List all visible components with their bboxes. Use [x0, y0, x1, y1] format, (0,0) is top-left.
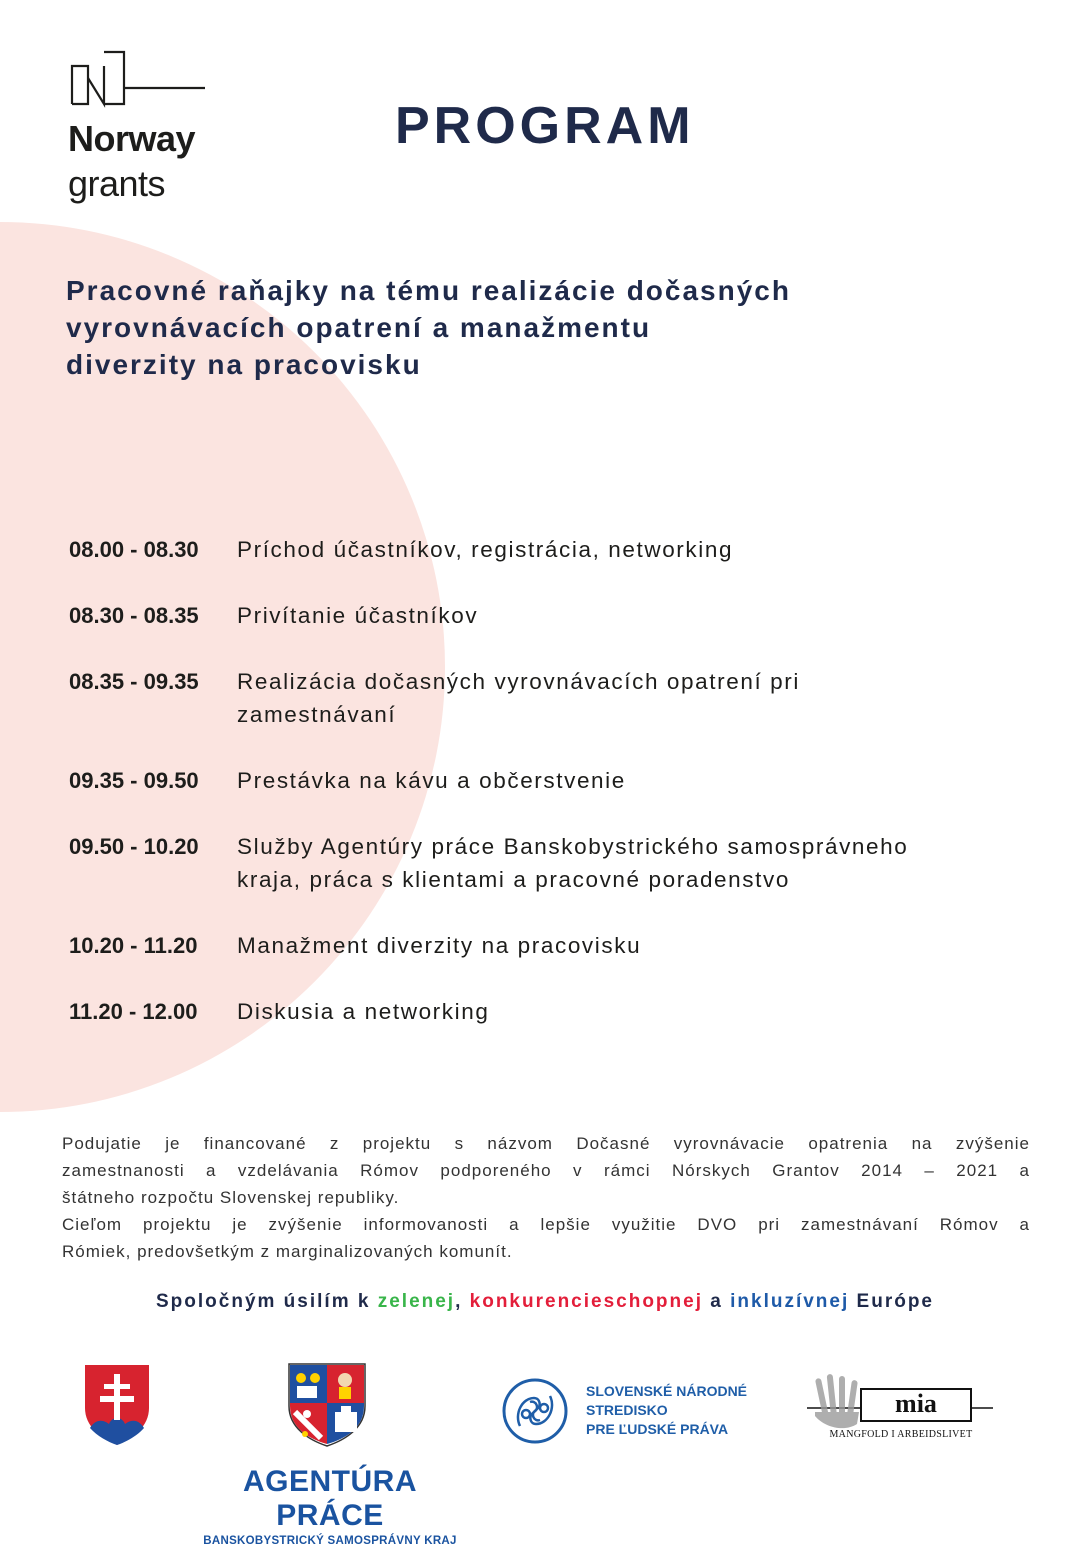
slogan-text: Európe [849, 1291, 934, 1312]
logo-word-grants: grants [68, 163, 166, 204]
schedule-row [69, 830, 1029, 896]
slogan-green: zelenej [377, 1291, 456, 1312]
agentura-prace-logo [200, 1465, 460, 1547]
schedule-description [237, 830, 1029, 896]
page-title: PROGRAM [395, 97, 695, 155]
slogan-red: konkurencieschopnej [469, 1291, 703, 1312]
snslp-logo-icon [500, 1376, 570, 1446]
schedule-description [237, 929, 1029, 962]
slogan-text: Spoločným úsilím k [156, 1291, 378, 1312]
slogan-blue: inkluzívnej [730, 1291, 850, 1312]
schedule-description [237, 764, 1029, 797]
schedule-row [69, 995, 1029, 1028]
funding-line: zamestnanosti a vzdelávania Rómov podporeného v rámci Nórskych Grantov 2014 – 2021 a [62, 1161, 1030, 1180]
schedule-time: 08.00 - 08.30 [69, 537, 199, 562]
schedule-description [237, 533, 1029, 566]
schedule-description [237, 665, 1029, 731]
norway-grants-mark-icon [68, 48, 208, 110]
schedule-time: 10.20 - 11.20 [69, 933, 198, 958]
schedule-time: 08.35 - 09.35 [69, 669, 199, 694]
schedule-row [69, 599, 1029, 632]
event-title-line: vyrovnávacích opatrení a manažmentu [66, 312, 652, 343]
schedule-description-line: Realizácia dočasných vyrovnávacích opatrení pri [237, 669, 800, 694]
schedule-row [69, 533, 1029, 566]
schedule-description-line: kraja, práca s klientami a pracovné poradenstvo [237, 867, 790, 892]
schedule-description-line: zamestnávaní [237, 702, 397, 727]
agentura-prace-name: AGENTÚRA PRÁCE [243, 1465, 417, 1532]
funding-line: Cieľom projektu je zvýšenie informovanosti a lepšie využitie DVO pri zamestnávaní Rómov a [62, 1215, 1030, 1234]
norway-grants-logo [68, 48, 218, 208]
snslp-name-line: SLOVENSKÉ NÁRODNÉ [586, 1383, 748, 1399]
schedule-row [69, 929, 1029, 962]
schedule-description [237, 599, 1029, 632]
event-title-line: diverzity na pracovisku [66, 349, 422, 380]
schedule-description-line: Príchod účastníkov, registrácia, networking [237, 537, 734, 562]
schedule-description-line: Privítanie účastníkov [237, 603, 479, 628]
funding-line: Podujatie je financované z projektu s názvom Dočasné vyrovnávacie opatrenia na zvýšenie [62, 1134, 1030, 1153]
slogan-text: , [455, 1291, 470, 1312]
slogan-text: a [703, 1291, 731, 1312]
slogan [0, 1291, 1090, 1313]
schedule-time: 09.50 - 10.20 [69, 834, 199, 859]
schedule-time: 08.30 - 08.35 [69, 603, 199, 628]
snslp-name [586, 1382, 747, 1439]
mia-subtitle: MANGFOLD I ARBEIDSLIVET [829, 1429, 973, 1440]
snslp-name-line: PRE ĽUDSKÉ PRÁVA [586, 1421, 729, 1437]
bbsk-coat-of-arms-icon [287, 1362, 367, 1448]
logo-word-norway: Norway [68, 118, 196, 159]
schedule-time: 11.20 - 12.00 [69, 999, 198, 1024]
event-title-line: Pracovné raňajky na tému realizácie dočasných [66, 275, 791, 306]
slovak-coat-of-arms-icon [82, 1362, 152, 1448]
schedule-description-line: Manažment diverzity na pracovisku [237, 933, 642, 958]
schedule-description [237, 995, 1029, 1028]
funding-line: štátneho rozpočtu Slovenskej republiky. [62, 1188, 400, 1207]
snslp-name-line: STREDISKO [586, 1402, 668, 1418]
schedule-description-line: Služby Agentúry práce Banskobystrického samosprávneho [237, 834, 909, 859]
schedule-description-line: Diskusia a networking [237, 999, 490, 1024]
schedule-time: 09.35 - 09.50 [69, 768, 199, 793]
event-title [66, 272, 946, 383]
schedule-row [69, 665, 1029, 731]
funding-line: Rómiek, predovšetkým z marginalizovaných komunít. [62, 1242, 513, 1261]
schedule-row [69, 764, 1029, 797]
funding-note [62, 1130, 1030, 1265]
mia-name: mia [860, 1388, 972, 1422]
schedule [69, 533, 1029, 1061]
schedule-description-line: Prestávka na kávu a občerstvenie [237, 768, 626, 793]
agentura-prace-sub: BANSKOBYSTRICKÝ SAMOSPRÁVNY KRAJ [203, 1535, 457, 1547]
